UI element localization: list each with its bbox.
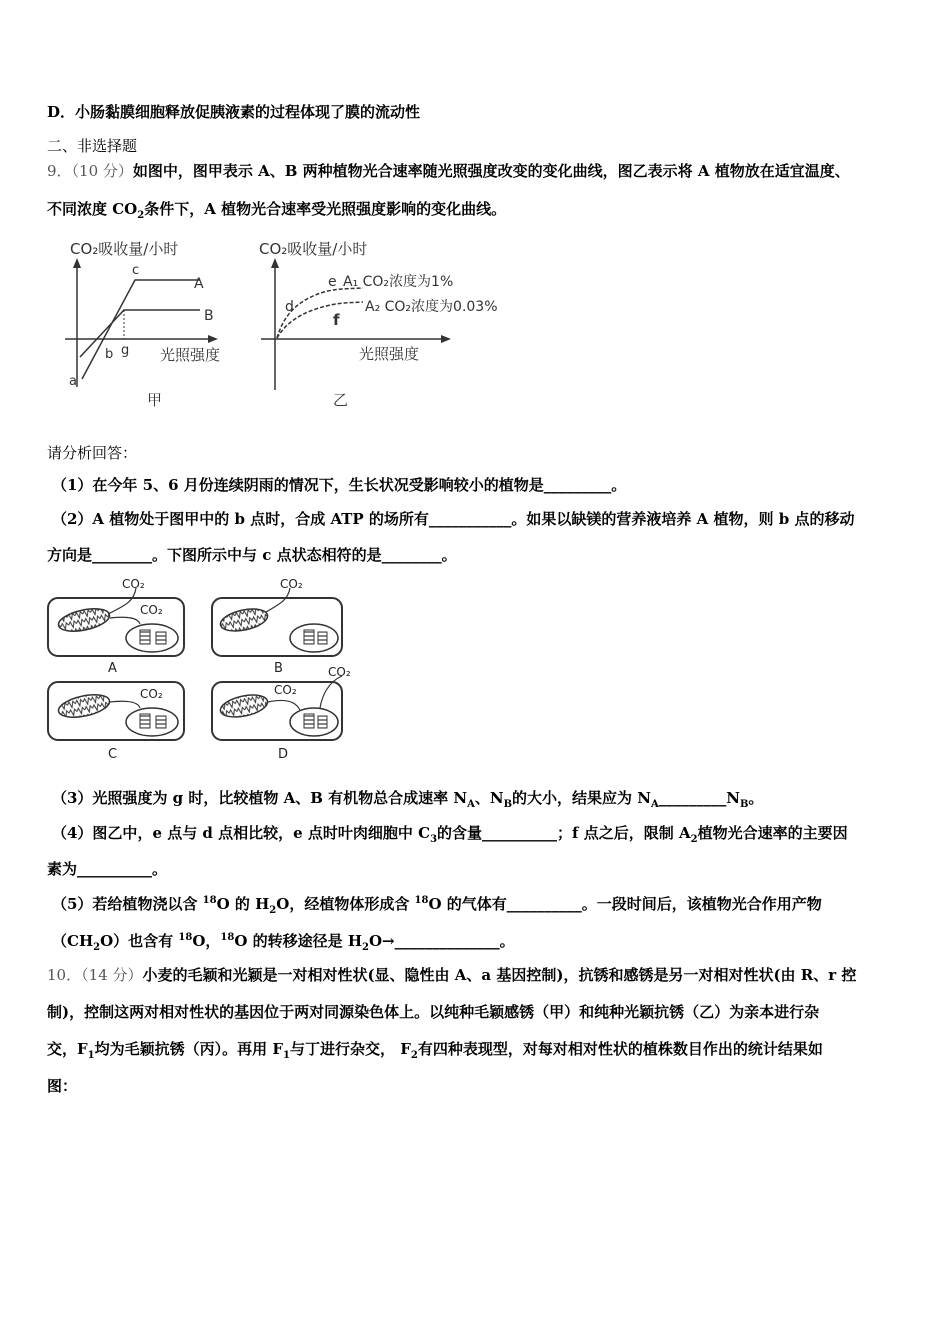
graph-yi-curve-label-a2: A₂ CO₂浓度为0.03% bbox=[365, 299, 498, 315]
q9-part5-sub-3: 2 bbox=[362, 942, 369, 953]
q9-stem-sub: 2 bbox=[137, 210, 145, 221]
cell-d-arrow-external bbox=[320, 676, 342, 708]
graph-yi-point-d: d bbox=[285, 299, 294, 315]
q9-stem-line1 bbox=[47, 162, 850, 180]
graph-yi-caption: 乙 bbox=[333, 391, 349, 409]
q9-part3-sub-3: A bbox=[650, 799, 659, 810]
cell-d-grana-2 bbox=[318, 716, 327, 728]
q10-line3 bbox=[47, 1040, 823, 1061]
q9-score: （10 分） bbox=[71, 162, 133, 180]
q9-part5-text-f: O）也含有 bbox=[100, 932, 179, 950]
cell-b-arrow-out bbox=[266, 588, 290, 612]
q10-line1 bbox=[47, 966, 856, 984]
q10-sub-2: 1 bbox=[283, 1050, 290, 1061]
cell-d-grana-1 bbox=[304, 714, 314, 728]
q10-text3a: 交，F bbox=[47, 1040, 88, 1058]
q8-option-d: D．小肠黏膜细胞释放促胰液素的过程体现了膜的流动性 bbox=[47, 103, 421, 121]
graph-jia-curve-label-a: A bbox=[194, 276, 204, 292]
q10-number: 10． bbox=[47, 966, 82, 984]
cell-c-grana-1 bbox=[140, 714, 150, 728]
graph-yi-y-arrow bbox=[271, 258, 279, 268]
cell-c-mitochondrion bbox=[56, 691, 111, 721]
section-heading: 二、非选择题 bbox=[47, 137, 138, 155]
q10-line4: 图： bbox=[47, 1077, 78, 1095]
cell-d-co2-inner: CO₂ bbox=[274, 683, 297, 697]
q10-text3c: 与丁进行杂交， F bbox=[289, 1040, 411, 1058]
q9-part5-sub-1: 2 bbox=[269, 905, 277, 916]
q9-part4-line2: 素为__________。 bbox=[47, 860, 168, 878]
cell-a-mitochondrion bbox=[56, 605, 111, 635]
graph-jia-x-arrow bbox=[208, 335, 218, 343]
q9-part3-text-a: （3）光照强度为 g 时，比较植物 A、B 有机物总合成速率 N bbox=[52, 789, 468, 807]
cell-d-co2-top: CO₂ bbox=[328, 665, 351, 679]
q9-part4-sub-2: 2 bbox=[690, 834, 698, 845]
q9-number: 9． bbox=[47, 162, 72, 180]
q9-part5-text-h: O 的转移途径是 H bbox=[234, 932, 362, 950]
q9-part5-text-d: O 的气体有__________。一段时间后，该植物光合作用产物 bbox=[428, 895, 822, 913]
q9-part3-sub-2: B bbox=[503, 799, 513, 810]
q9-stem-text2b: 条件下，A 植物光合速率受光照强度影响的变化曲线。 bbox=[144, 200, 507, 218]
q9-part5-text-g: O， bbox=[192, 932, 221, 950]
cell-d-arrow-in bbox=[268, 700, 300, 710]
q9-part3 bbox=[52, 789, 764, 810]
cell-c bbox=[48, 682, 184, 762]
q10-score: （14 分） bbox=[81, 966, 143, 984]
cell-b-mitochondrion bbox=[218, 605, 269, 635]
q9-part5-sup-1: 18 bbox=[202, 895, 217, 906]
q9-part5-text-c: O，经植物体形成含 bbox=[276, 895, 415, 913]
graph-yi-curve-label-a1: A₁ CO₂浓度为1% bbox=[343, 274, 454, 290]
cell-a-co2-inner: CO₂ bbox=[140, 603, 163, 617]
graph-yi-ylabel: CO₂吸收量/小时 bbox=[259, 240, 368, 258]
graph-jia-y-arrow bbox=[73, 258, 81, 268]
graph-jia-ylabel: CO₂吸收量/小时 bbox=[70, 240, 179, 258]
q9-stem-text1: 如图中，图甲表示 A、B 两种植物光合速率随光照强度改变的变化曲线，图乙表示将 A 植物放在适宜温度、 bbox=[132, 162, 850, 180]
cell-c-arrow-in bbox=[110, 701, 140, 708]
graph-jia-point-c: c bbox=[132, 263, 140, 278]
q9-part5-sup-4: 18 bbox=[220, 932, 235, 943]
cell-diagrams bbox=[44, 578, 374, 766]
q9-part5-line2 bbox=[52, 932, 515, 953]
graph-yi-point-e: e bbox=[328, 274, 337, 290]
q9-part4-text-b: 的含量__________；f 点之后，限制 A bbox=[437, 824, 691, 842]
graph-jia-curve-label-b: B bbox=[204, 308, 214, 324]
graph-jia-point-g: g bbox=[121, 343, 130, 358]
q9-part2-line1: （2）A 植物处于图甲中的 b 点时，合成 ATP 的场所有___________。如果以缺镁的营养液培养 A 植物，则 b 点的移动 bbox=[52, 510, 855, 528]
cell-c-co2-inner: CO₂ bbox=[140, 687, 163, 701]
q10-text3b: 均为毛颖抗锈（丙）。再用 F bbox=[94, 1040, 283, 1058]
q9-part5-sub-2: 2 bbox=[93, 942, 101, 953]
cell-b-label: B bbox=[274, 661, 283, 676]
q9-part5-sup-3: 18 bbox=[178, 932, 193, 943]
q9-part1: （1）在今年 5、6 月份连续阴雨的情况下，生长状况受影响较小的植物是_________。 bbox=[52, 476, 627, 494]
q9-part2-line2: 方向是________。下图所示中与 c 点状态相符的是________。 bbox=[47, 546, 457, 564]
q9-part5-text-b: O 的 H bbox=[216, 895, 270, 913]
cell-b-co2-top: CO₂ bbox=[280, 578, 303, 591]
q9-part3-text-e: 。 bbox=[748, 789, 764, 807]
q9-part3-sub-4: B bbox=[739, 799, 749, 810]
graph-jia-curve-a bbox=[82, 280, 200, 379]
q9-part5-line1 bbox=[52, 895, 822, 916]
q9-part3-sub-1: A bbox=[467, 799, 475, 810]
cell-a-chloroplast bbox=[126, 624, 178, 652]
cell-b bbox=[212, 578, 342, 676]
cell-d-mitochondrion bbox=[218, 691, 269, 721]
q9-part4-text-c: 植物光合速率的主要因 bbox=[697, 824, 848, 842]
cell-a-grana-1 bbox=[140, 630, 150, 644]
cell-a-grana-2 bbox=[156, 632, 166, 644]
graph-jia-caption: 甲 bbox=[147, 391, 163, 409]
q9-part4-sub-1: 3 bbox=[430, 834, 438, 845]
cell-a-co2-top: CO₂ bbox=[122, 578, 145, 591]
graph-jia bbox=[60, 232, 250, 412]
q10-sub-3: 2 bbox=[410, 1050, 418, 1061]
q9-part4-text-a: （4）图乙中，e 点与 d 点相比较，e 点时叶肉细胞中 C bbox=[52, 824, 431, 842]
q9-part3-text-c: 的大小，结果应为 N bbox=[512, 789, 651, 807]
cell-b-grana-1 bbox=[304, 630, 314, 644]
graph-jia-point-a: a bbox=[69, 374, 77, 389]
cell-d bbox=[212, 665, 351, 762]
q10-text1: 小麦的毛颖和光颖是一对相对性状(显、隐性由 A、a 基因控制)，抗锈和感锈是另一对相对性状(由 R、r 控 bbox=[142, 966, 857, 984]
q9-stem-text2a: 不同浓度 CO bbox=[47, 200, 138, 218]
q9-part5-text-a: （5）若给植物浇以含 bbox=[52, 895, 203, 913]
cell-a-label: A bbox=[108, 661, 117, 676]
graph-yi-x-arrow bbox=[441, 335, 451, 343]
graph-yi bbox=[255, 232, 535, 412]
graph-jia-point-b: b bbox=[105, 347, 114, 362]
q9-part5-text-i: O→______________。 bbox=[368, 932, 515, 950]
cell-c-grana-2 bbox=[156, 716, 166, 728]
graph-yi-xlabel: 光照强度 bbox=[359, 345, 420, 363]
q9-part5-text-e: （CH bbox=[52, 932, 94, 950]
cell-a-arrow-out bbox=[108, 588, 136, 614]
q9-prompt: 请分析回答： bbox=[47, 444, 138, 462]
q9-part3-text-b: 、N bbox=[474, 789, 504, 807]
cell-a-arrow-in bbox=[110, 617, 140, 624]
q10-sub-1: 1 bbox=[87, 1050, 95, 1061]
q9-part3-text-d: _________N bbox=[658, 789, 740, 807]
cell-b-grana-2 bbox=[318, 632, 327, 644]
q9-part4-line1 bbox=[52, 824, 848, 845]
graph-yi-point-f: f bbox=[333, 311, 340, 329]
cell-c-chloroplast bbox=[126, 708, 178, 736]
graph-jia-xlabel: 光照强度 bbox=[160, 346, 221, 364]
q9-part5-sup-2: 18 bbox=[414, 895, 429, 906]
cell-d-label: D bbox=[278, 747, 289, 762]
q9-stem-line2 bbox=[47, 200, 507, 221]
q10-text3d: 有四种表现型，对每对相对性状的植株数目作出的统计结果如 bbox=[417, 1040, 823, 1058]
q10-line2: 制)，控制这两对相对性状的基因位于两对同源染色体上。以纯种毛颖感锈（甲）和纯种光颖抗锈（乙）为亲本进行杂 bbox=[47, 1003, 820, 1021]
cell-c-label: C bbox=[108, 747, 118, 762]
cell-a bbox=[48, 578, 184, 676]
